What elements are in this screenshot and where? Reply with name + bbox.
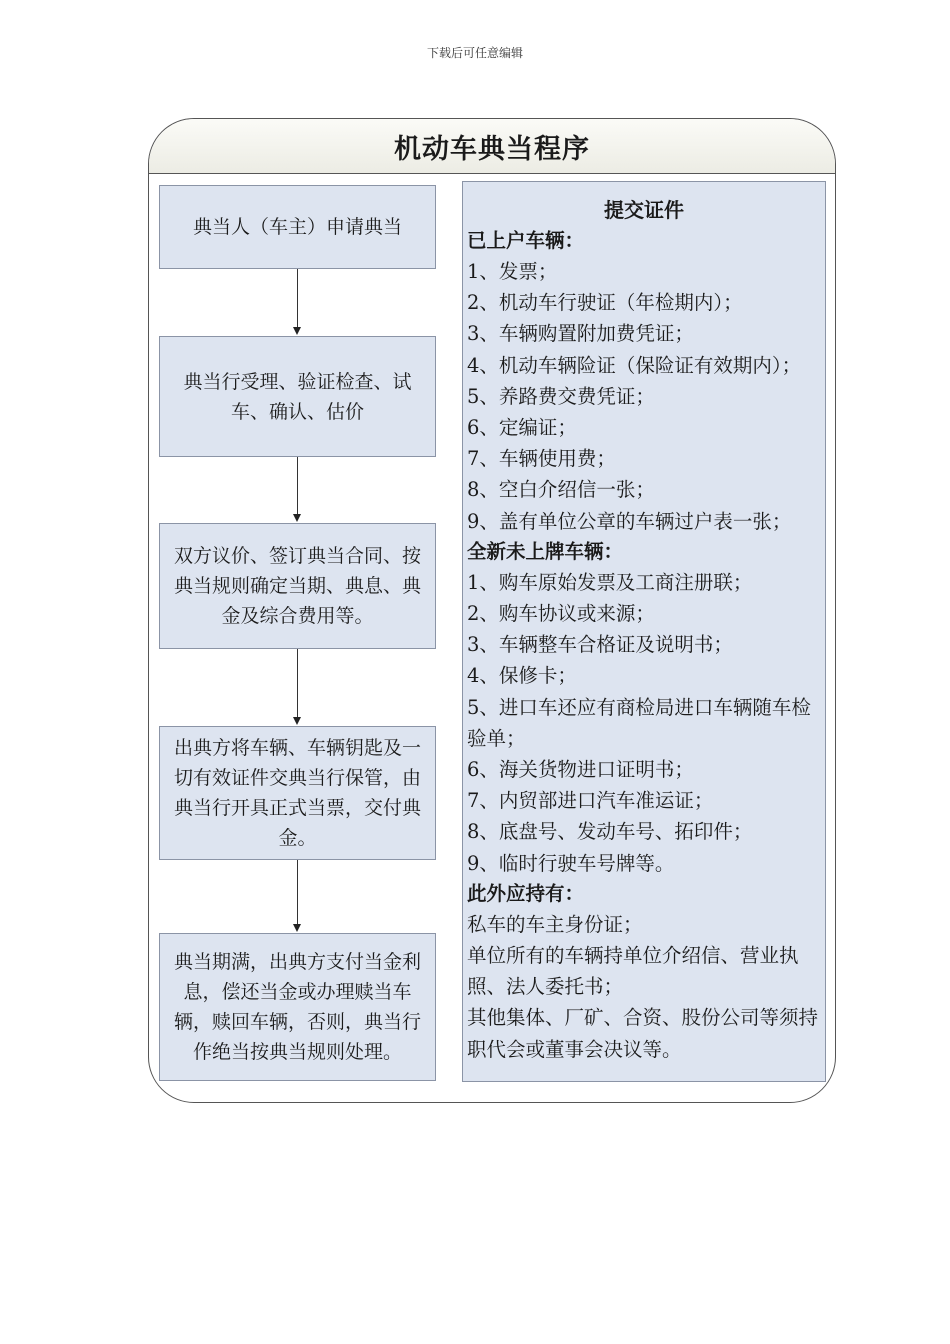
list-item: 3、车辆购置附加费凭证； [467,322,694,346]
list-item: 单位所有的车辆持单位介绍信、营业执照、法人委托书； [467,944,799,999]
step-text: 典当行受理、验证检查、试车、确认、估价 [183,370,412,423]
flow-connector [297,269,298,327]
page-header: 下载后可任意编辑 [426,46,523,60]
list-item: 9、临时行驶车号牌等。 [467,851,675,875]
documents-panel [462,181,826,1082]
documents-title: 提交证件 [604,198,684,222]
list-item: 9、盖有单位公章的车辆过户表一张； [467,509,792,533]
list-item: 4、保修卡； [467,664,577,688]
flow-connector [297,457,298,514]
list-item: 4、机动车辆险证（保险证有效期内）； [467,353,802,377]
list-item: 8、空白介绍信一张； [467,478,655,502]
flowchart-title: 机动车典当程序 [394,133,590,165]
list-item: 8、底盘号、发动车号、拓印件； [467,820,753,844]
step-text: 典当人（车主）申请典当 [192,216,402,238]
list-item: 6、海关货物进口证明书； [467,758,694,782]
section-heading-additional: 此外应持有： [467,881,585,905]
list-item: 2、购车协议或来源； [467,602,655,626]
arrow-down-icon [293,924,301,932]
section-heading-registered: 已上户车辆： [467,229,585,252]
list-item: 1、发票； [467,260,558,283]
step-3-contract [159,523,436,649]
list-item: 3、车辆整车合格证及说明书； [467,633,733,657]
list-item: 7、内贸部进口汽车准运证； [467,789,714,813]
arrow-down-icon [293,514,301,522]
step-2-inspect [159,336,436,457]
flow-connector [297,860,298,924]
list-item: 其他集体、厂矿、合资、股份公司等须持职代会或董事会决议等。 [467,1006,819,1061]
list-item: 6、定编证； [467,416,577,440]
arrow-down-icon [293,717,301,725]
new-vehicle-list [467,567,821,879]
arrow-down-icon [293,327,301,335]
list-item: 5、进口车还应有商检局进口车辆随车检验单； [467,695,811,750]
list-item: 2、机动车行驶证（年检期内）； [467,291,743,315]
additional-list [467,909,821,1065]
title-bar [149,119,835,174]
list-item: 7、车辆使用费； [467,447,616,471]
list-item: 私车的车主身份证； [467,912,643,936]
step-text: 出典方将车辆、车辆钥匙及一切有效证件交典当行保管，由典当行开具正式当票，交付典金。 [173,737,421,849]
registered-list [467,256,821,537]
list-item: 1、购车原始发票及工商注册联； [467,570,753,594]
step-5-redeem [159,933,436,1081]
step-text: 典当期满，出典方支付当金利息，偿还当金或办理赎当车辆，赎回车辆，否则，典当行作绝当按典当规则处理。 [173,951,421,1063]
step-1-apply [159,185,436,269]
step-text: 双方议价、签订典当合同、按典当规则确定当期、典息、典金及综合费用等。 [173,545,421,627]
flow-connector [297,649,298,717]
section-heading-new-vehicle: 全新未上牌车辆： [467,539,624,563]
step-4-handover [159,726,436,860]
list-item: 5、养路费交费凭证； [467,384,655,408]
